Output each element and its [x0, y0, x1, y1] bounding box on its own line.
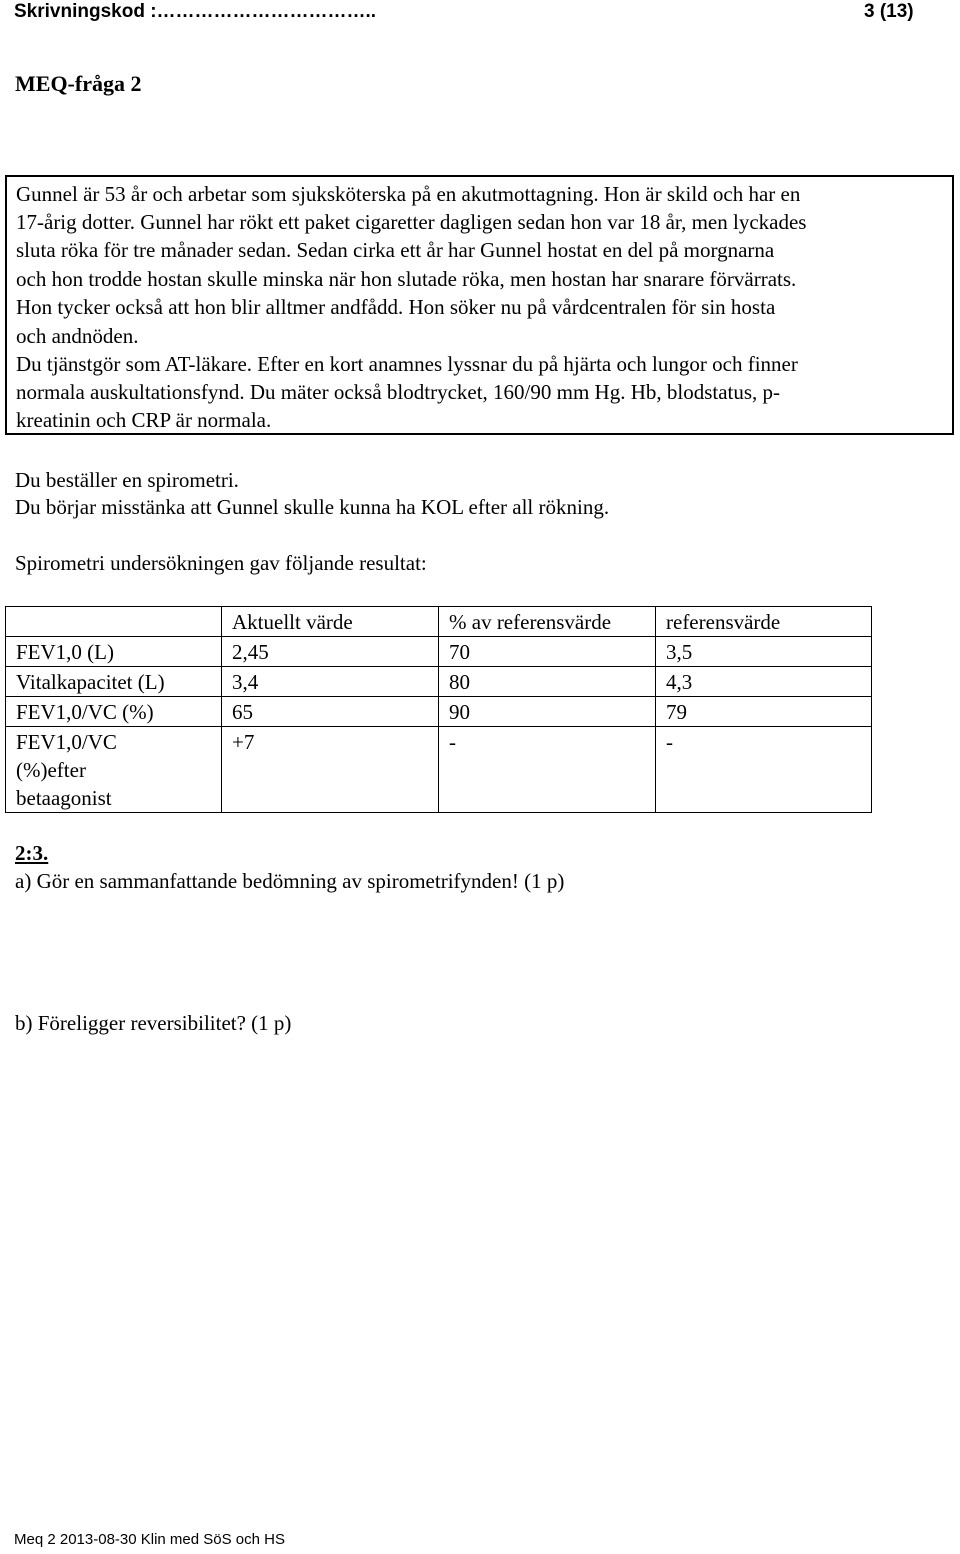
case-description-box	[5, 175, 954, 435]
table-cell: FEV1,0 (L)	[6, 637, 222, 667]
table-cell: -	[439, 727, 656, 813]
result-intro-text: Spirometri undersökningen gav följande resultat:	[15, 551, 427, 575]
case-line: 17-årig dotter. Gunnel har rökt ett paket cigaretter dagligen sedan hon var 18 år, men lyckades	[16, 210, 807, 234]
table-row	[6, 727, 872, 813]
case-line: sluta röka för tre månader sedan. Sedan cirka ett år har Gunnel hostat en del på morgnarna	[16, 238, 775, 262]
table-cell: 2,45	[222, 637, 439, 667]
question-b-text: b) Föreligger reversibilitet? (1 p)	[15, 1011, 292, 1035]
case-line: normala auskultationsfynd. Du mäter också blodtrycket, 160/90 mm Hg. Hb, blodstatus, p-	[16, 380, 781, 404]
table-row	[6, 697, 872, 727]
table-header-row	[6, 607, 872, 637]
table-cell: 65	[222, 697, 439, 727]
question-title: MEQ-fråga 2	[15, 71, 142, 96]
page-number: 3 (13)	[864, 1, 914, 22]
table-cell: -	[656, 727, 872, 813]
case-line: Hon tycker också att hon blir alltmer andfådd. Hon söker nu på vårdcentralen för sin hosta	[16, 295, 776, 319]
table-cell: FEV1,0/VC (%)efter betaagonist	[6, 727, 222, 813]
exam-code-label: Skrivningskod :……………………………..	[14, 1, 377, 22]
table-cell: 4,3	[656, 667, 872, 697]
table-header-cell: Aktuellt värde	[222, 607, 439, 637]
case-line: och hon trodde hostan skulle minska när hon slutade röka, men hostan har snarare förvärrats.	[16, 267, 797, 291]
spirometry-table	[5, 606, 872, 813]
table-header-cell: % av referensvärde	[439, 607, 656, 637]
table-cell: FEV1,0/VC (%)	[6, 697, 222, 727]
page-footer: Meq 2 2013-08-30 Klin med SöS och HS	[14, 1531, 285, 1548]
table-cell: 3,4	[222, 667, 439, 697]
table-cell: +7	[222, 727, 439, 813]
table-cell: 79	[656, 697, 872, 727]
table-header-cell	[6, 607, 222, 637]
question-number: 2:3.	[15, 841, 49, 865]
table-row	[6, 637, 872, 667]
order-spirometry-text: Du beställer en spirometri.	[15, 468, 239, 492]
table-cell: 3,5	[656, 637, 872, 667]
case-line: kreatinin och CRP är normala.	[16, 408, 272, 432]
case-line: och andnöden.	[16, 324, 139, 348]
table-cell: 70	[439, 637, 656, 667]
table-cell: Vitalkapacitet (L)	[6, 667, 222, 697]
table-cell: 80	[439, 667, 656, 697]
case-line: Du tjänstgör som AT-läkare. Efter en kort anamnes lyssnar du på hjärta och lungor och finner	[16, 352, 798, 376]
question-a-text: a) Gör en sammanfattande bedömning av spirometrifynden! (1 p)	[15, 869, 565, 893]
table-cell: 90	[439, 697, 656, 727]
table-header-cell: referensvärde	[656, 607, 872, 637]
table-row	[6, 667, 872, 697]
case-line: Gunnel är 53 år och arbetar som sjuksköterska på en akutmottagning. Hon är skild och har en	[16, 182, 801, 206]
suspect-kol-text: Du börjar misstänka att Gunnel skulle kunna ha KOL efter all rökning.	[15, 495, 610, 519]
